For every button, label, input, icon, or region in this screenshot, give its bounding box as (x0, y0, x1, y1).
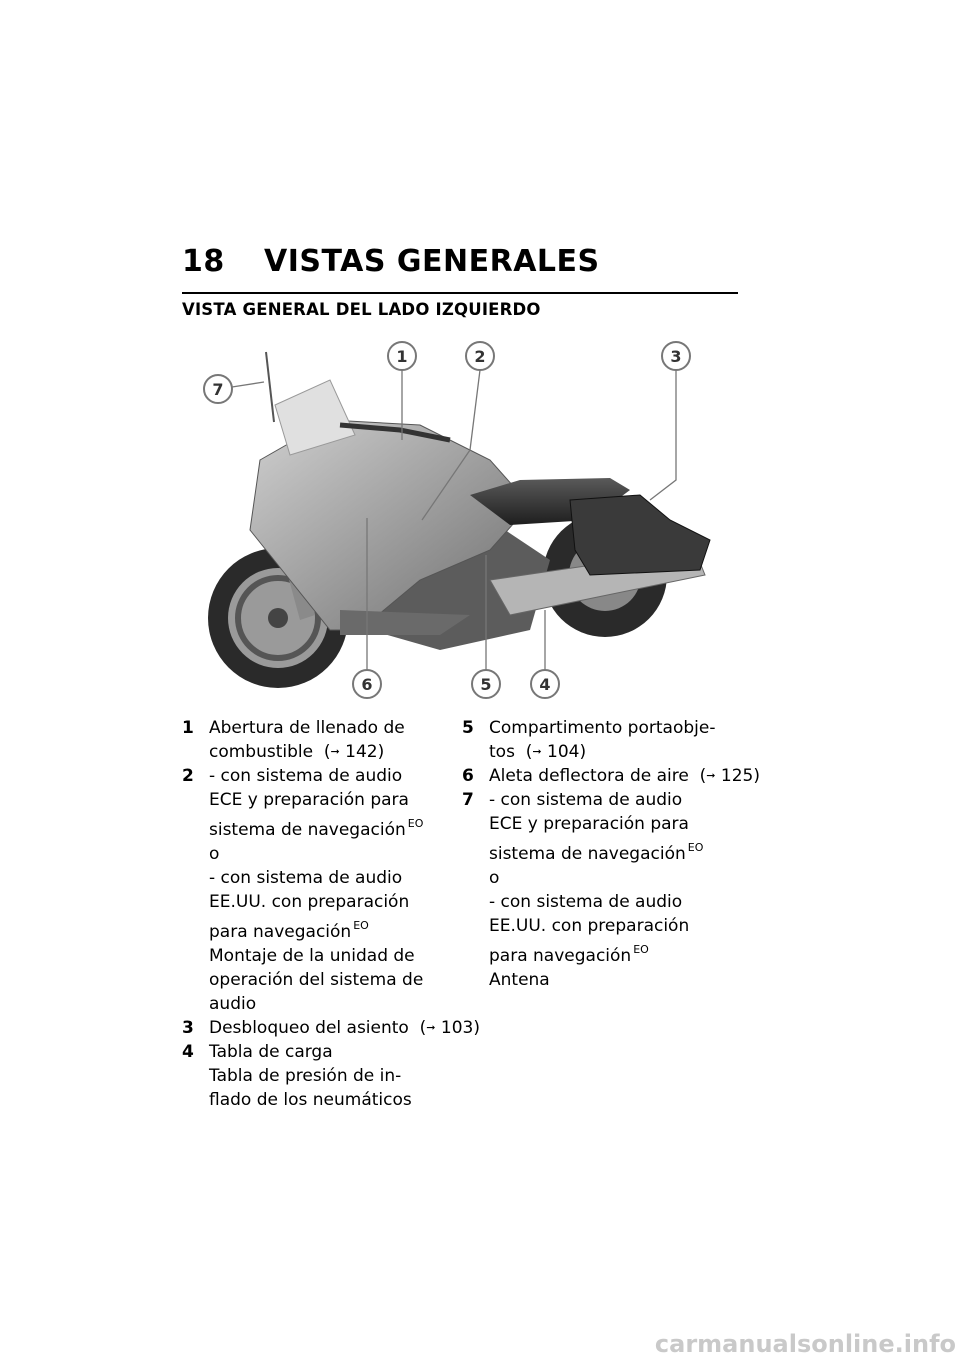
legend-item-number: 1 (182, 718, 194, 738)
legend-item (462, 764, 760, 788)
legend-item-number: 7 (462, 790, 474, 810)
legend-item-text: sistema de navegación (489, 844, 686, 864)
legend-item-line (209, 1064, 432, 1088)
legend-item-line (209, 1040, 432, 1064)
legend-item-number: 2 (182, 766, 194, 786)
callout-5: 5 (480, 675, 492, 694)
legend-item-text: Montaje de la unidad de (209, 946, 415, 966)
header-rule (182, 292, 738, 294)
legend-item-text: combustible (209, 742, 314, 762)
arrow-right-icon: ➞ (426, 1021, 436, 1034)
page-reference[interactable]: 125 (720, 766, 754, 786)
legend-item (182, 716, 432, 764)
legend-item-line (489, 716, 716, 740)
legend-item-line (489, 788, 712, 812)
legend-item-line (209, 788, 432, 812)
legend-item-line (489, 914, 712, 938)
legend-item-line: tos (➞ 104) (489, 742, 587, 762)
callout-7: 7 (212, 380, 224, 399)
legend-item-number: 3 (182, 1018, 194, 1038)
legend-item-line: combustible (➞ 142) (209, 742, 385, 762)
legend-item-line (489, 968, 712, 992)
legend-item-line (489, 812, 712, 836)
legend-item-line (209, 890, 432, 914)
callout-4: 4 (539, 675, 551, 694)
legend-item-line (209, 842, 432, 866)
legend-item-text: Antena (489, 970, 550, 990)
section-title: VISTA GENERAL DEL LADO IZQUIERDO (182, 300, 541, 319)
legend-item-text: Tabla de presión de in- (209, 1066, 402, 1086)
callout-6: 6 (361, 675, 373, 694)
legend-item-text: para navegación (209, 922, 352, 942)
page-title: VISTAS GENERALES (264, 244, 600, 279)
legend-item-line (209, 1088, 432, 1112)
legend-item-line (489, 938, 712, 968)
legend-item (182, 764, 432, 1016)
pannier (570, 495, 710, 575)
legend-item-line (209, 866, 432, 890)
legend-right (462, 716, 760, 992)
page-reference[interactable]: 142 (345, 742, 378, 762)
legend-item-text: EE.UU. con preparación (209, 892, 410, 912)
legend-item-text: - con sistema de audio (209, 766, 403, 786)
legend-item-text: EE.UU. con preparación (489, 916, 690, 936)
callout-2: 2 (474, 347, 486, 366)
legend-item-line: Desbloqueo del asiento (➞ 103) (209, 1018, 480, 1038)
legend-item-text: operación del sistema de (209, 970, 424, 990)
legend-item-text: para navegación (489, 946, 632, 966)
motorcycle-illustration (190, 330, 730, 710)
legend-item-text: Tabla de carga (209, 1042, 333, 1062)
legend-item-number: 5 (462, 718, 474, 738)
arrow-right-icon: ➞ (532, 745, 542, 758)
legend-item-text: - con sistema de audio (489, 892, 683, 912)
optional-equipment-marker: EO (633, 943, 649, 956)
legend-item-line (209, 764, 432, 788)
legend-item-text: Desbloqueo del asiento (209, 1018, 409, 1038)
legend-item-text: audio (209, 994, 257, 1014)
legend-item-line (209, 914, 432, 944)
legend-item-text: ECE y preparación para (209, 790, 409, 810)
legend-item-line (209, 944, 432, 968)
legend-item (182, 1040, 432, 1112)
legend-item-line (209, 992, 432, 1016)
antenna (266, 352, 274, 422)
page-reference[interactable]: 104 (547, 742, 580, 762)
legend-item (462, 788, 712, 992)
legend-item-text: Compartimento portaobje- (489, 718, 716, 738)
optional-equipment-marker: EO (353, 919, 369, 932)
legend-item-line (209, 812, 432, 842)
legend-item-line (209, 968, 432, 992)
watermark: carmanualsonline.info (654, 1330, 956, 1358)
legend-item-line: Aleta deflectora de aire (➞ 125) (489, 766, 760, 786)
legend-item-text: tos (489, 742, 515, 762)
legend-item-number: 6 (462, 766, 474, 786)
legend-item (462, 716, 716, 764)
legend-left (182, 716, 480, 1112)
legend-item-line (489, 866, 712, 890)
legend-item-text: - con sistema de audio (209, 868, 403, 888)
arrow-right-icon: ➞ (330, 745, 340, 758)
optional-equipment-marker: EO (687, 841, 704, 854)
page-number: 18 (182, 244, 225, 279)
legend-item-text: flado de los neumáticos (209, 1090, 412, 1110)
legend-item (182, 1016, 480, 1040)
legend-item-text: Aleta deflectora de aire (489, 766, 689, 786)
legend-item-number: 4 (182, 1042, 194, 1062)
legend-item-text: - con sistema de audio (489, 790, 683, 810)
arrow-right-icon: ➞ (706, 769, 716, 782)
page-reference[interactable]: 103 (440, 1018, 474, 1038)
legend-item-line (489, 890, 712, 914)
legend-item-text: o (489, 868, 500, 888)
legend-item-line (209, 716, 432, 740)
legend-item-text: ECE y preparación para (489, 814, 689, 834)
callout-3: 3 (670, 347, 682, 366)
legend-item-text: sistema de navegación (209, 820, 406, 840)
optional-equipment-marker: EO (407, 817, 424, 830)
legend-item-text: o (209, 844, 220, 864)
legend-item-line (489, 836, 712, 866)
legend-item-text: Abertura de llenado de (209, 718, 405, 738)
callout-1: 1 (396, 347, 408, 366)
